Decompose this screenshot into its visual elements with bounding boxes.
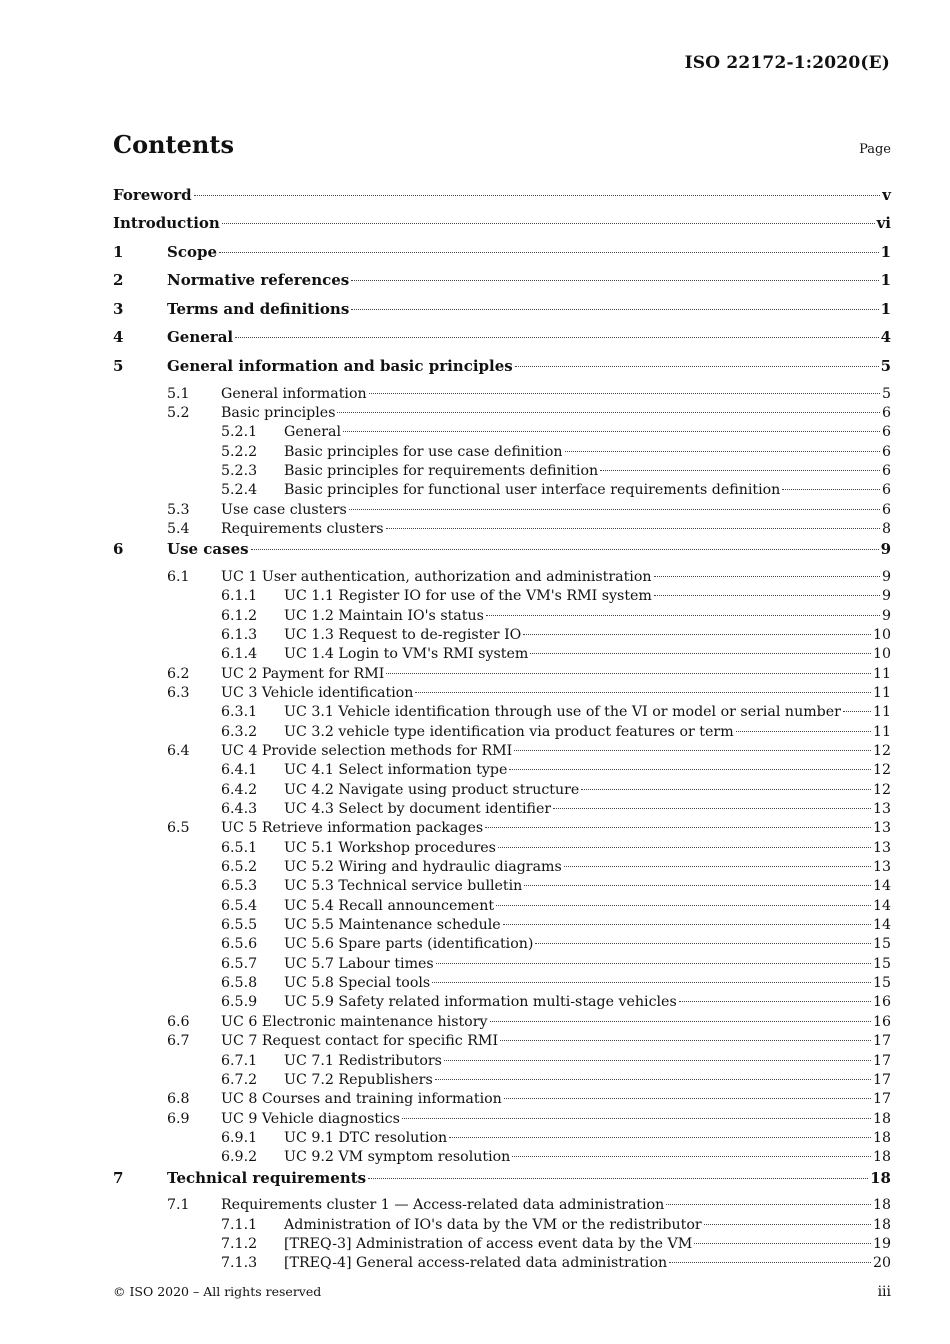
dot-leader — [368, 1178, 868, 1179]
dot-leader — [486, 615, 880, 616]
dot-leader — [432, 982, 871, 983]
dot-leader — [415, 692, 870, 693]
toc-entry[interactable] — [113, 820, 891, 839]
toc-entry-number: 6.3.2 — [221, 723, 258, 740]
toc-entry-title[interactable]: [TREQ-3] Administration of access event data by the VM — [284, 1235, 693, 1252]
toc-entry-number: 6.5.6 — [221, 936, 258, 953]
dot-leader — [435, 1079, 871, 1080]
dot-leader — [194, 195, 881, 196]
toc-entry-title[interactable]: UC 9.2 VM symptom resolution — [284, 1149, 511, 1166]
dot-leader — [496, 905, 871, 906]
toc-entry[interactable] — [113, 588, 891, 607]
toc-entry-page[interactable]: 14 — [872, 897, 891, 914]
toc-entry[interactable] — [113, 1091, 891, 1110]
toc-entry[interactable] — [113, 627, 891, 646]
toc-entry-number: 6.6 — [167, 1013, 190, 1030]
toc-entry[interactable] — [113, 704, 891, 723]
page-title: Contents — [113, 130, 234, 159]
dot-leader — [553, 808, 871, 809]
toc-entry-number: 6.3 — [167, 684, 190, 701]
toc-entry-title[interactable]: UC 5.9 Safety related information multi-stage vehicles — [284, 994, 677, 1011]
toc-entry[interactable] — [113, 300, 891, 329]
toc-entry[interactable] — [113, 724, 891, 743]
toc-entry[interactable] — [113, 1053, 891, 1072]
toc-entry-number: 6.7.2 — [221, 1071, 258, 1088]
toc-entry-number: 6.7 — [167, 1033, 190, 1050]
dot-leader — [581, 789, 871, 790]
toc-entry-page[interactable]: 13 — [872, 839, 891, 856]
toc-entry-number: 5.3 — [167, 501, 190, 518]
toc-entry-number: 7.1.1 — [221, 1216, 258, 1233]
toc-entry[interactable] — [113, 482, 891, 501]
toc-entry-page[interactable]: 15 — [872, 936, 891, 953]
dot-leader — [565, 451, 880, 452]
toc-entry-title[interactable]: Normative references — [167, 271, 350, 290]
copyright-notice: © ISO 2020 – All rights reserved — [113, 1284, 322, 1299]
toc-entry-page[interactable]: 18 — [872, 1110, 891, 1127]
toc-entry-page[interactable]: 12 — [872, 762, 891, 779]
dot-leader — [523, 634, 871, 635]
dot-leader — [843, 711, 871, 712]
contents-title-row — [113, 130, 891, 159]
toc-entry-title[interactable]: UC 9 Vehicle diagnostics — [221, 1110, 400, 1127]
toc-entry-title[interactable]: UC 8 Courses and training information — [221, 1091, 502, 1108]
dot-leader — [349, 509, 880, 510]
toc-entry-title[interactable]: UC 5.3 Technical service bulletin — [284, 878, 523, 895]
dot-leader — [524, 885, 871, 886]
toc-entry-title[interactable]: Scope — [167, 242, 218, 261]
dot-leader — [654, 595, 880, 596]
dot-leader — [509, 769, 871, 770]
dot-leader — [444, 1060, 871, 1061]
toc-entry-title[interactable]: UC 1 User authentication, authorization and administration — [221, 568, 652, 585]
toc-entry-title[interactable]: Basic principles for requirements definition — [284, 462, 599, 479]
toc-entry-number: 6.1.3 — [221, 626, 258, 643]
toc-entry-title[interactable]: Use cases — [167, 540, 249, 559]
toc-entry-page[interactable]: 6 — [881, 404, 891, 421]
toc-entry-title[interactable]: Requirements cluster 1 — Access-related data administration — [221, 1197, 665, 1214]
toc-entry-title[interactable]: UC 5.5 Maintenance schedule — [284, 917, 501, 934]
toc-entry-number: 6.5.3 — [221, 878, 258, 895]
toc-entry-page[interactable]: 8 — [881, 520, 891, 537]
dot-leader — [235, 337, 878, 338]
toc-entry-page[interactable]: 14 — [872, 878, 891, 895]
toc-entry-page[interactable]: 15 — [872, 955, 891, 972]
toc-entry-number: 6.4.1 — [221, 762, 258, 779]
toc-entry-page[interactable]: 12 — [872, 781, 891, 798]
toc-entry-number: 6.1.1 — [221, 588, 258, 605]
dot-leader — [337, 412, 879, 413]
toc-entry[interactable] — [113, 357, 891, 386]
toc-entry-page[interactable]: v — [882, 186, 891, 204]
toc-entry-page[interactable]: 17 — [872, 1033, 891, 1050]
toc-entry-title[interactable]: UC 4.2 Navigate using product structure — [284, 781, 580, 798]
toc-entry-title[interactable]: UC 5.8 Special tools — [284, 975, 431, 992]
toc-entry-page[interactable]: 17 — [872, 1071, 891, 1088]
toc-entry-page[interactable]: 12 — [872, 743, 891, 759]
toc-entry-page[interactable]: 18 — [872, 1216, 891, 1233]
toc-entry[interactable] — [113, 214, 891, 243]
dot-leader — [436, 963, 871, 964]
dot-leader — [600, 470, 880, 471]
toc-entry-title[interactable]: Use case clusters — [221, 501, 347, 518]
dot-leader — [515, 366, 879, 367]
toc-entry-number: 6.5.5 — [221, 917, 258, 934]
dot-leader — [351, 280, 878, 281]
toc-entry[interactable] — [113, 840, 891, 859]
toc-entry-title[interactable]: UC 5.2 Wiring and hydraulic diagrams — [284, 859, 562, 876]
dot-leader — [386, 528, 880, 529]
toc-entry[interactable] — [113, 608, 891, 627]
toc-entry-number: 5.2.4 — [221, 482, 258, 499]
toc-entry-page[interactable]: 1 — [880, 299, 891, 318]
dot-leader — [679, 1001, 871, 1002]
toc-entry-number: 7.1 — [167, 1197, 190, 1214]
toc-entry[interactable] — [113, 685, 891, 704]
toc-entry-number: 6.5.8 — [221, 975, 258, 992]
dot-leader — [351, 309, 878, 310]
toc-entry[interactable] — [113, 1130, 891, 1149]
toc-entry[interactable] — [113, 878, 891, 897]
toc-entry[interactable] — [113, 1217, 891, 1236]
toc-entry-number: 6.1.2 — [221, 607, 258, 624]
toc-entry-page[interactable]: 13 — [872, 859, 891, 876]
toc-entry-page[interactable]: 13 — [872, 801, 891, 818]
toc-entry-title[interactable]: Introduction — [113, 214, 220, 232]
toc-entry-number: 2 — [113, 271, 124, 290]
toc-entry-page[interactable]: 11 — [872, 684, 891, 701]
toc-entry[interactable] — [113, 975, 891, 994]
toc-entry-page[interactable]: 15 — [872, 975, 891, 992]
toc-entry[interactable] — [113, 1072, 891, 1091]
toc-entry[interactable] — [113, 424, 891, 443]
toc-entry-number: 6.5.2 — [221, 859, 258, 876]
toc-entry-number: 6.5.4 — [221, 897, 258, 914]
toc-entry[interactable] — [113, 898, 891, 917]
toc-entry[interactable] — [113, 1033, 891, 1052]
dot-leader — [490, 1021, 871, 1022]
toc-entry-title[interactable]: Technical requirements — [167, 1168, 367, 1187]
toc-entry-page[interactable]: 9 — [881, 588, 891, 605]
toc-entry[interactable] — [113, 917, 891, 936]
toc-entry[interactable] — [113, 936, 891, 955]
toc-entry[interactable] — [113, 540, 891, 569]
toc-entry-number: 6.5.9 — [221, 994, 258, 1011]
toc-entry-title[interactable]: UC 5.1 Workshop procedures — [284, 839, 496, 856]
toc-entry-title[interactable]: [TREQ-4] General access-related data administration — [284, 1255, 668, 1272]
toc-entry-number: 6.1.4 — [221, 646, 258, 663]
toc-entry-page[interactable]: 19 — [872, 1235, 891, 1252]
toc-entry-number: 6.8 — [167, 1091, 190, 1108]
toc-entry[interactable] — [113, 1149, 891, 1168]
toc-entry-page[interactable]: 6 — [881, 501, 891, 518]
toc-entry-page[interactable]: 9 — [880, 540, 891, 559]
toc-entry-page[interactable]: 17 — [872, 1091, 891, 1108]
toc-entry-number: 3 — [113, 299, 124, 318]
toc-entry-page[interactable]: 20 — [872, 1255, 891, 1272]
toc-entry[interactable] — [113, 328, 891, 357]
dot-leader — [512, 1156, 871, 1157]
toc-entry-title[interactable]: UC 3 Vehicle identification — [221, 684, 414, 701]
toc-entry-page[interactable]: 6 — [881, 443, 891, 460]
document-id: ISO 22172-1:2020(E) — [684, 53, 890, 73]
toc-entry-title[interactable]: UC 2 Payment for RMI — [221, 665, 385, 682]
toc-entry-number: 5.2.2 — [221, 443, 258, 460]
toc-entry-page[interactable]: 18 — [872, 1197, 891, 1214]
toc-entry[interactable] — [113, 521, 891, 540]
dot-leader — [503, 924, 871, 925]
toc-entry-title[interactable]: UC 1.1 Register IO for use of the VM's RMI system — [284, 588, 652, 605]
toc-entry-title[interactable]: UC 5.6 Spare parts (identification) — [284, 936, 534, 953]
toc-entry-page[interactable]: 18 — [872, 1149, 891, 1166]
toc-entry-number: 6.5 — [167, 820, 190, 837]
toc-entry-title[interactable]: UC 4.3 Select by document identifier — [284, 801, 552, 818]
toc-entry[interactable] — [113, 1014, 891, 1033]
dot-leader — [694, 1243, 871, 1244]
toc-entry-title[interactable]: Basic principles — [221, 404, 336, 421]
toc-entry-title[interactable]: General — [284, 424, 342, 441]
toc-entry-number: 5.2 — [167, 404, 190, 421]
table-of-contents — [113, 186, 891, 1275]
toc-entry-page[interactable]: 6 — [881, 462, 891, 479]
toc-entry[interactable] — [113, 502, 891, 521]
dot-leader — [564, 866, 871, 867]
toc-entry-number: 6.9 — [167, 1110, 190, 1127]
toc-entry-page[interactable]: 6 — [881, 482, 891, 499]
dot-leader — [669, 1262, 871, 1263]
toc-entry-number: 6.7.1 — [221, 1052, 258, 1069]
toc-entry-title[interactable]: UC 6 Electronic maintenance history — [221, 1013, 488, 1030]
toc-entry-page[interactable]: 14 — [872, 917, 891, 934]
toc-entry-page[interactable]: 16 — [872, 1013, 891, 1030]
toc-entry-page[interactable]: 5 — [880, 356, 891, 375]
toc-entry-number: 6.4 — [167, 743, 190, 759]
dot-leader — [251, 549, 879, 550]
toc-entry-title[interactable]: UC 5 Retrieve information packages — [221, 820, 484, 837]
dot-leader — [514, 750, 871, 751]
toc-entry-number: 6.4.2 — [221, 781, 258, 798]
dot-leader — [504, 1098, 871, 1099]
toc-entry-page[interactable]: 13 — [872, 820, 891, 837]
toc-entry-page[interactable]: 5 — [881, 385, 891, 402]
page-number: iii — [877, 1284, 891, 1300]
toc-entry[interactable] — [113, 186, 891, 214]
dot-leader — [219, 252, 879, 253]
toc-entry[interactable] — [113, 1111, 891, 1130]
toc-entry-title[interactable]: UC 4 Provide selection methods for RMI — [221, 743, 513, 759]
toc-entry-number: 6.1 — [167, 568, 190, 585]
toc-entry-number: 6.4.3 — [221, 801, 258, 818]
toc-entry[interactable] — [113, 444, 891, 463]
toc-entry-title[interactable]: Basic principles for functional user interface requirements definition — [284, 482, 781, 499]
toc-entry-page[interactable]: 6 — [881, 424, 891, 441]
toc-entry[interactable] — [113, 569, 891, 588]
toc-entry-title[interactable]: UC 9.1 DTC resolution — [284, 1129, 448, 1146]
toc-entry-title[interactable]: Basic principles for use case definition — [284, 443, 563, 460]
toc-entry[interactable] — [113, 801, 891, 820]
toc-entry[interactable] — [113, 271, 891, 300]
dot-leader — [449, 1137, 871, 1138]
toc-entry-page[interactable]: 10 — [872, 626, 891, 643]
toc-entry-number: 6.9.2 — [221, 1149, 258, 1166]
toc-entry-title[interactable]: Terms and definitions — [167, 299, 350, 318]
toc-entry-page[interactable]: 17 — [872, 1052, 891, 1069]
page-footer — [113, 1284, 891, 1300]
toc-entry-title[interactable]: Requirements clusters — [221, 520, 384, 537]
toc-entry-page[interactable]: 18 — [870, 1168, 891, 1187]
toc-entry[interactable] — [113, 386, 891, 405]
toc-entry[interactable] — [113, 646, 891, 665]
toc-entry[interactable] — [113, 1255, 891, 1274]
toc-entry-title[interactable]: UC 5.4 Recall announcement — [284, 897, 495, 914]
toc-entry-page[interactable]: 18 — [872, 1129, 891, 1146]
toc-entry[interactable] — [113, 1197, 891, 1216]
toc-entry-number: 5.4 — [167, 520, 190, 537]
toc-entry-number: 6.3.1 — [221, 704, 258, 721]
toc-entry-number: 5.2.3 — [221, 462, 258, 479]
dot-leader — [369, 393, 880, 394]
toc-entry-number: 1 — [113, 242, 124, 261]
toc-entry[interactable] — [113, 782, 891, 801]
dot-leader — [535, 943, 871, 944]
toc-entry-title[interactable]: UC 3.1 Vehicle identification through use of the VI or model or serial number — [284, 704, 841, 721]
dot-leader — [500, 1040, 871, 1041]
toc-entry-page[interactable]: 4 — [880, 328, 891, 347]
dot-leader — [782, 489, 880, 490]
toc-entry-number: 5 — [113, 356, 124, 375]
toc-entry-title[interactable]: General — [167, 328, 234, 347]
toc-entry[interactable] — [113, 666, 891, 685]
toc-entry-page[interactable]: 9 — [881, 607, 891, 624]
dot-leader — [222, 223, 875, 224]
toc-entry[interactable] — [113, 994, 891, 1013]
toc-entry-page[interactable]: 1 — [880, 271, 891, 290]
dot-leader — [485, 827, 871, 828]
toc-entry-number: 5.2.1 — [221, 424, 258, 441]
dot-leader — [343, 431, 880, 432]
toc-entry-title[interactable]: General information — [221, 385, 367, 402]
toc-entry[interactable] — [113, 463, 891, 482]
dot-leader — [736, 731, 871, 732]
dot-leader — [654, 576, 880, 577]
toc-entry[interactable] — [113, 956, 891, 975]
toc-entry-number: 4 — [113, 328, 124, 347]
toc-entry[interactable] — [113, 243, 891, 272]
dot-leader — [530, 653, 871, 654]
page-column-label: Page — [859, 142, 891, 157]
toc-entry-number: 7.1.2 — [221, 1235, 258, 1252]
toc-entry-page[interactable]: vi — [876, 214, 891, 232]
dot-leader — [666, 1204, 871, 1205]
toc-entry-title[interactable]: UC 5.7 Labour times — [284, 955, 434, 972]
toc-entry-page[interactable]: 10 — [872, 646, 891, 663]
toc-entry[interactable] — [113, 743, 891, 762]
toc-entry-title[interactable]: UC 1.2 Maintain IO's status — [284, 607, 484, 624]
toc-entry-number: 7.1.3 — [221, 1255, 258, 1272]
toc-entry-title[interactable]: UC 7 Request contact for specific RMI — [221, 1033, 499, 1050]
toc-entry-page[interactable]: 16 — [872, 994, 891, 1011]
toc-entry-title[interactable]: General information and basic principles — [167, 356, 513, 375]
toc-entry[interactable] — [113, 405, 891, 424]
toc-entry-number: 5.1 — [167, 385, 190, 402]
toc-entry-title[interactable]: UC 4.1 Select information type — [284, 762, 508, 779]
toc-entry-title[interactable]: UC 3.2 vehicle type identification via product features or term — [284, 723, 734, 740]
toc-entry-title[interactable]: UC 1.3 Request to de-register IO — [284, 626, 522, 643]
toc-entry-number: 6 — [113, 540, 124, 559]
toc-entry-number: 6.5.7 — [221, 955, 258, 972]
toc-entry-page[interactable]: 1 — [880, 242, 891, 261]
toc-entry[interactable] — [113, 1169, 891, 1198]
toc-entry-title[interactable]: UC 7.2 Republishers — [284, 1071, 433, 1088]
toc-entry-page[interactable]: 11 — [872, 704, 891, 721]
dot-leader — [498, 847, 871, 848]
toc-entry-page[interactable]: 9 — [881, 568, 891, 585]
dot-leader — [402, 1118, 871, 1119]
toc-entry-page[interactable]: 11 — [872, 665, 891, 682]
toc-entry-number: 6.5.1 — [221, 839, 258, 856]
toc-entry-title[interactable]: Foreword — [113, 186, 192, 204]
dot-leader — [704, 1224, 871, 1225]
toc-entry-number: 6.9.1 — [221, 1129, 258, 1146]
toc-entry[interactable] — [113, 859, 891, 878]
dot-leader — [386, 673, 871, 674]
toc-entry-number: 6.2 — [167, 665, 190, 682]
toc-entry-title[interactable]: UC 1.4 Login to VM's RMI system — [284, 646, 529, 663]
toc-entry-title[interactable]: Administration of IO's data by the VM or the redistributor — [284, 1216, 702, 1233]
toc-entry-number: 7 — [113, 1168, 124, 1187]
toc-entry-title[interactable]: UC 7.1 Redistributors — [284, 1052, 442, 1069]
toc-entry[interactable] — [113, 762, 891, 781]
toc-entry-page[interactable]: 11 — [872, 723, 891, 740]
toc-entry[interactable] — [113, 1236, 891, 1255]
